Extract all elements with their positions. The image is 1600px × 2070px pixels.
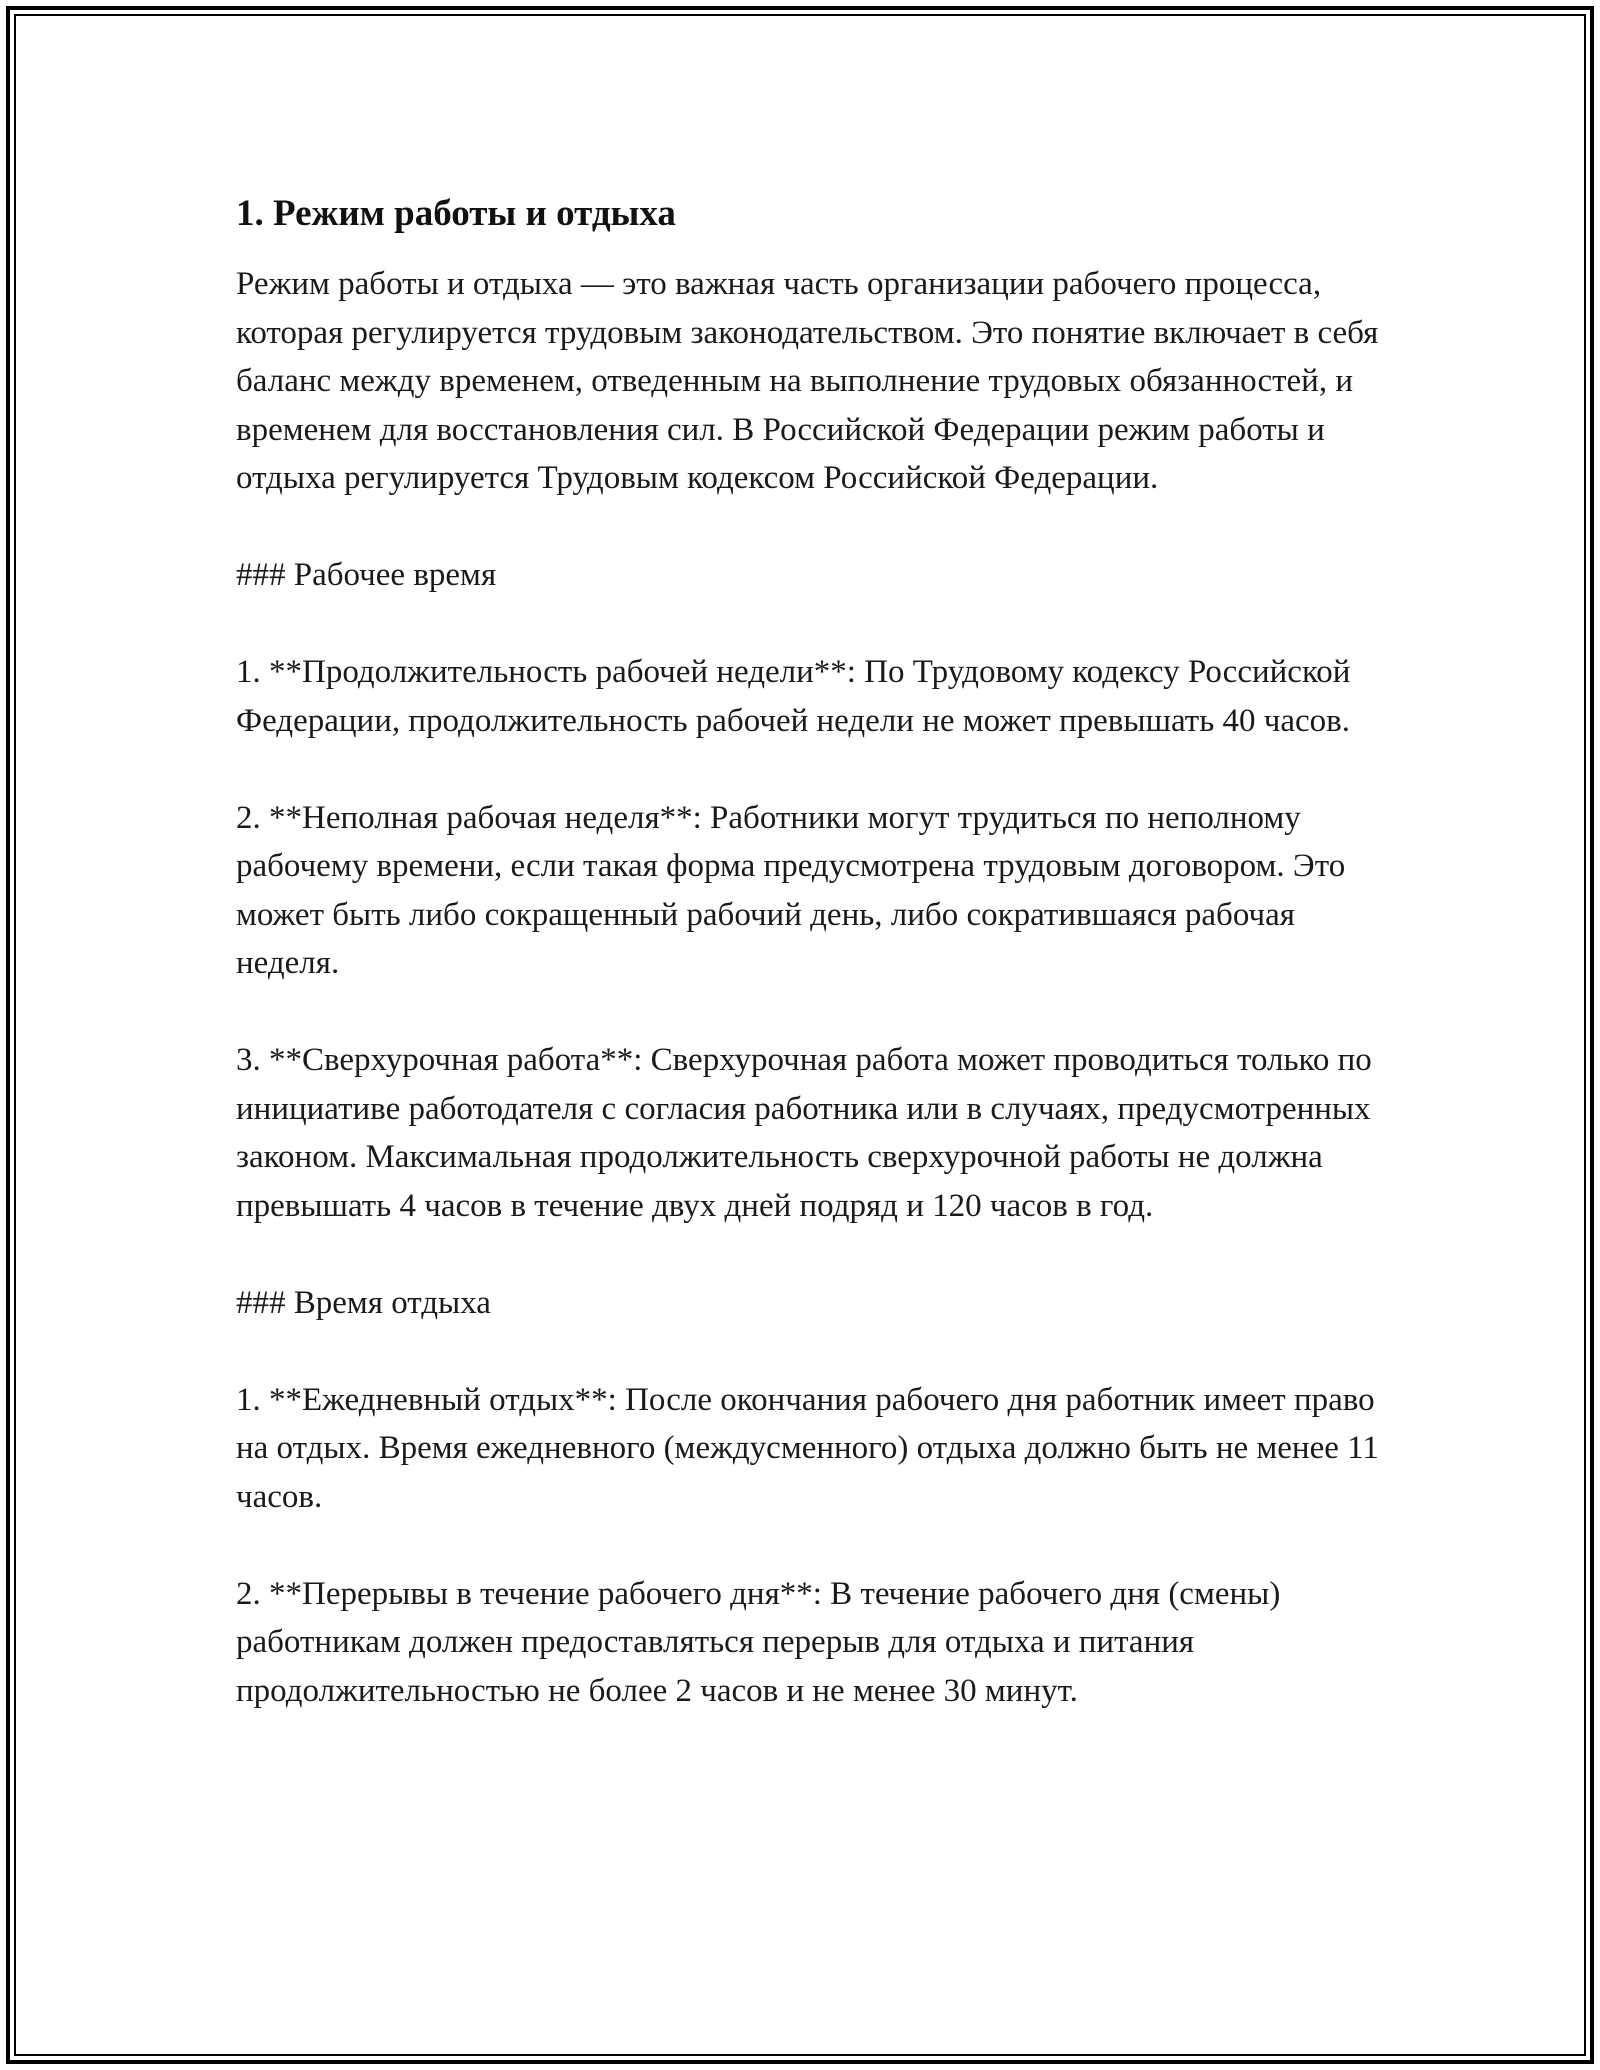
intro-paragraph: Режим работы и отдыха — это важная часть организации рабочего процесса, которая регулируется трудовым законодательством. Это понятие включает в себя баланс между временем, отведенным на выполнение трудовых обязанностей, и временем для восстановления сил. В Российской Федерации режим работы и отдыха регулируется Трудовым кодексом Российской Федерации. — [236, 266, 1379, 496]
document-body — [236, 186, 1396, 1715]
list-item-part-time-week: 2. **Неполная рабочая неделя**: Работники могут трудиться по неполному рабочему времени, если такая форма предусмотрена трудовым договором. Это может быть либо сокращенный рабочий день, либо сократившаяся рабочая неделя. — [236, 799, 1346, 981]
section-heading-rest-time: ### Время отдыха — [236, 1284, 491, 1321]
list-item-daily-rest: 1. **Ежедневный отдых**: После окончания рабочего дня работник имеет право на отдых. Время ежедневного (междусменного) отдыха должно быть не менее 11 часов. — [236, 1381, 1379, 1515]
document-title: 1. Режим работы и отдыха — [236, 193, 676, 234]
list-item-overtime: 3. **Сверхурочная работа**: Сверхурочная работа может проводиться только по инициативе работодателя с согласия работника или в случаях, предусмотренных законом. Максимальная продолжительность сверхурочной работы не должна превышать 4 часов в течение двух дней подряд и 120 часов в год. — [236, 1042, 1372, 1224]
list-item-work-week-duration: 1. **Продолжительность рабочей недели**: По Трудовому кодексу Российской Федерации, продолжительность рабочей недели не может превышать 40 часов. — [236, 654, 1351, 739]
list-item-work-breaks: 2. **Перерывы в течение рабочего дня**: В течение рабочего дня (смены) работникам должен предоставляться перерыв для отдыха и питания продолжительностью не более 2 часов и не менее 30 минут. — [236, 1575, 1281, 1709]
section-heading-work-time: ### Рабочее время — [236, 557, 497, 593]
